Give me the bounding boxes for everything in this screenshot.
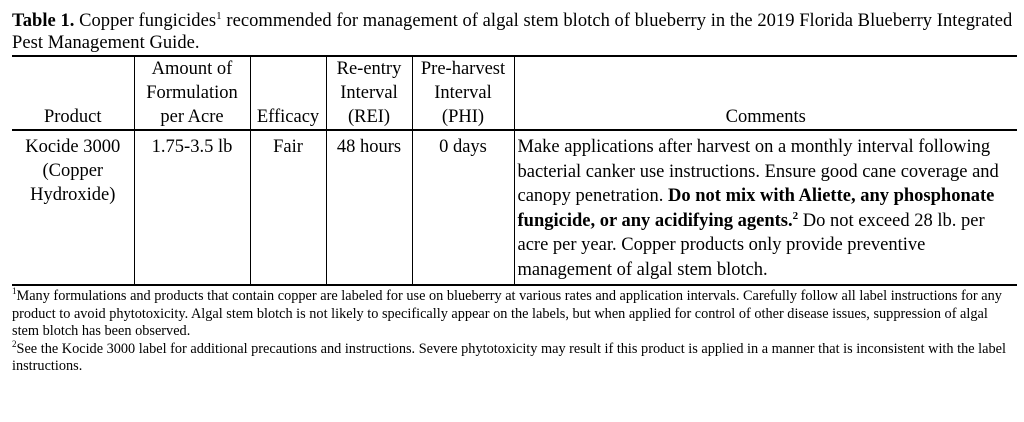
cell-product: Kocide 3000 (Copper Hydroxide)	[25, 137, 121, 205]
header-efficacy: Efficacy	[250, 56, 326, 130]
header-product: Product	[12, 56, 134, 130]
table-label: Table 1.	[12, 11, 75, 31]
table-caption	[12, 10, 1017, 54]
cell-amount: 1.75-3.5 lb	[134, 130, 250, 285]
cell-phi: 0 days	[412, 130, 514, 285]
footnotes	[12, 288, 1017, 376]
footnote-2: $^2$See the Kocide 3000 label for additional precautions and instructions. Severe phytotoxicity may result if this product is applied in a manner that is inconsistent with the label instructions.	[12, 338, 1006, 374]
header-rei: Re-entry Interval (REI)	[326, 56, 412, 130]
comments-text-1: Make applications after harvest on a monthly interval following bacterial canker use instructions. Ensure good cane coverage and canopy penetration.	[517, 137, 999, 206]
caption-footnote-ref: 1	[216, 9, 222, 22]
cell-efficacy: Fair	[250, 130, 326, 285]
header-amount: Amount of Formulation per Acre	[134, 56, 250, 130]
document-page	[12, 10, 1017, 376]
caption-text-end: recommended for management of algal stem blotch of blueberry in the 2019 Florida Blueberry Integrated Pest Management Guide.	[12, 11, 1013, 53]
comments-warning: Do not mix with Aliette, any phosphonate fungicide, or any acidifying agents.	[517, 186, 995, 231]
comments-text-2: Do not exceed 28 lb. per acre per year. Copper products only provide preventive management of algal stem blotch.	[517, 210, 985, 280]
cell-rei: 48 hours	[326, 130, 412, 285]
fungicide-table	[12, 55, 1017, 286]
header-comments: Comments	[514, 56, 1017, 130]
footnote-1: $^1$Many formulations and products that contain copper are labeled for use on blueberry at various rates and application intervals. Carefully follow all label instructions for any product to avoid phytotoxicity. Algal stem blotch is not likely to specifically appear on the labels, but when applied for control of other disease issues, suppression of algal stem blotch has been observed.	[12, 286, 1002, 339]
comments-footnote-ref: 2	[792, 209, 799, 222]
caption-text-start: Copper fungicides	[74, 11, 217, 31]
header-phi: Pre-harvest Interval (PHI)	[412, 56, 514, 130]
table-header-row	[12, 56, 1017, 130]
table-row	[12, 130, 1017, 285]
cell-comments	[514, 130, 1017, 285]
